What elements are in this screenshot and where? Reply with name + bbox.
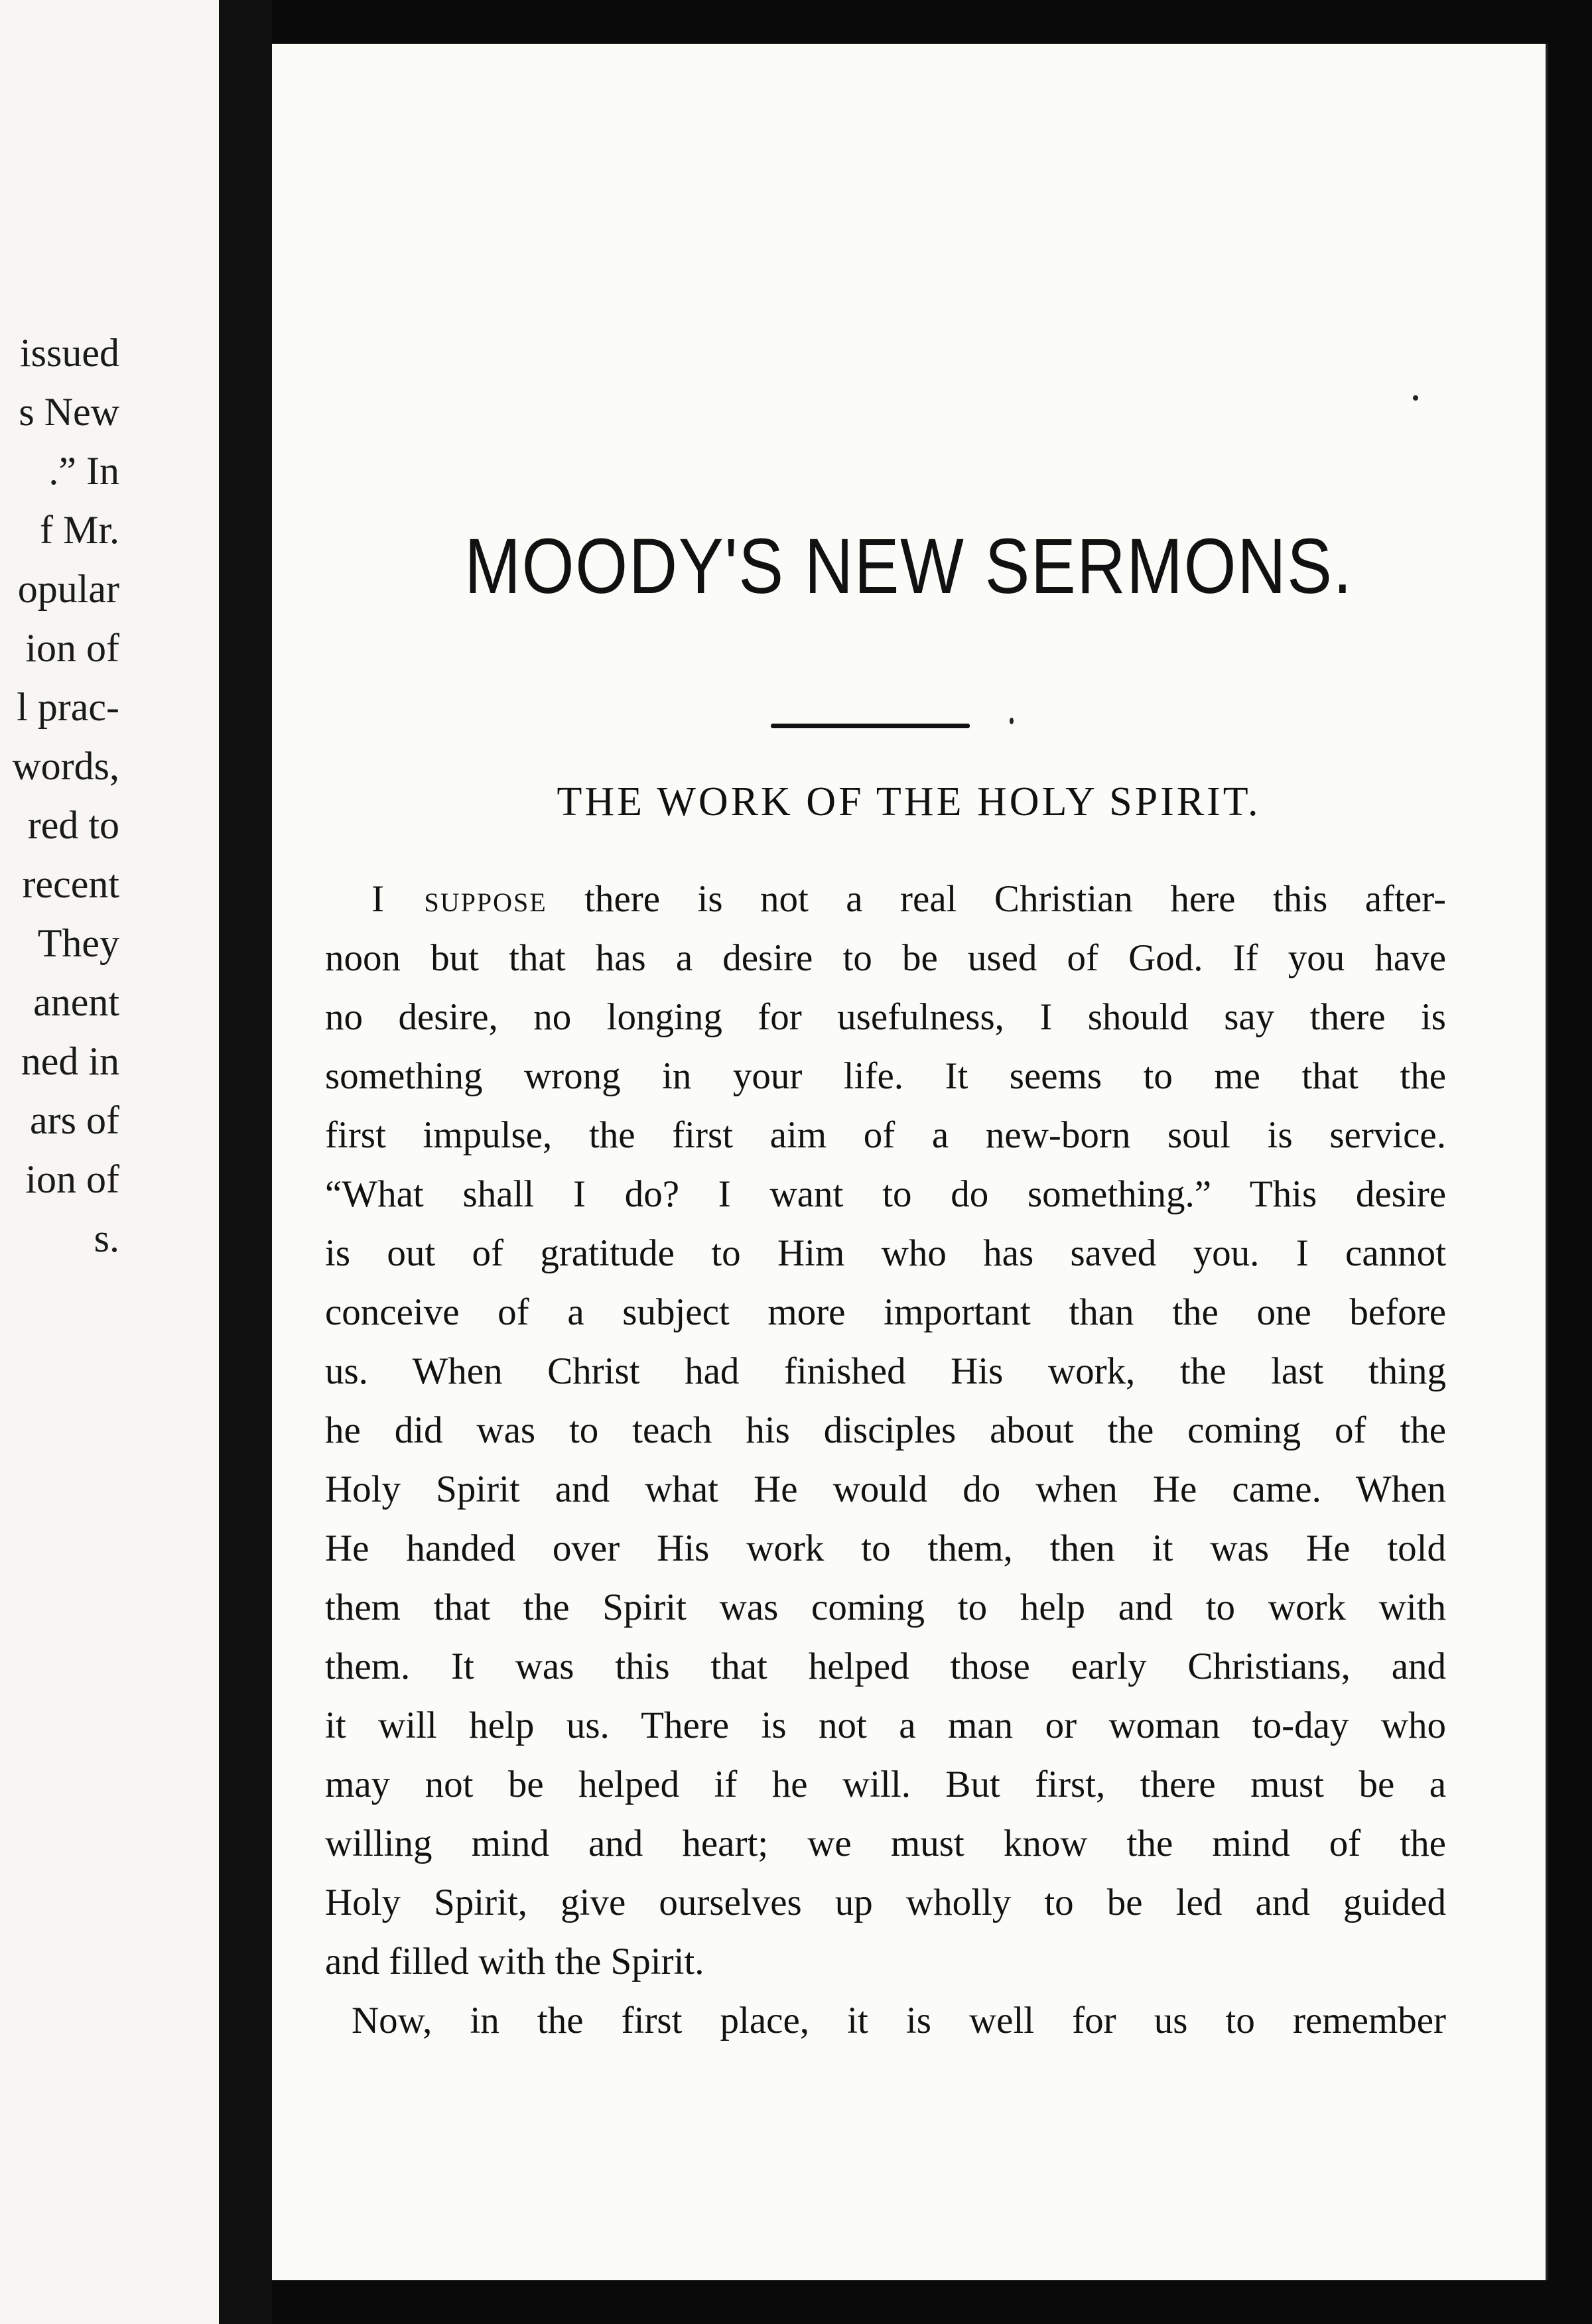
paragraph-line: no desire, no longing for usefulness, I should say there is (325, 996, 1446, 1038)
left-fragment-line: issued (20, 331, 119, 375)
left-fragment-line: f Mr. (40, 508, 119, 552)
page-title: MOODY'S NEW SERMONS. (464, 523, 1353, 610)
paragraph-line: Holy Spirit, give ourselves up wholly to be led and guided (325, 1882, 1446, 1923)
left-fragment-line: s. (94, 1216, 119, 1260)
left-fragment-line: They (37, 921, 119, 965)
left-fragment-line: opular (17, 567, 119, 611)
left-page-text-fragments (0, 324, 119, 1268)
left-fragment-line: ion of (25, 1157, 119, 1201)
scan-speck (1010, 718, 1014, 724)
paragraph-line: something wrong in your life. It seems to me that the (325, 1055, 1446, 1097)
paragraph-line: willing mind and heart; we must know the mind of the (325, 1823, 1446, 1864)
paragraph-line: he did was to teach his disciples about the coming of the (325, 1409, 1446, 1451)
paragraph-line: He handed over His work to them, then it was He told (325, 1527, 1446, 1569)
main-page (272, 44, 1548, 2280)
scan-speck (1413, 395, 1418, 401)
paragraph-line: conceive of a subject more important than the one before (325, 1291, 1446, 1333)
paragraph-line: them that the Spirit was coming to help and to work with (325, 1586, 1446, 1628)
left-facing-page (0, 0, 219, 2324)
left-fragment-line: ned in (21, 1039, 119, 1083)
left-fragment-line: s New (19, 390, 119, 434)
paragraph-last-line: and filled with the Spirit. (325, 1941, 704, 1982)
paragraph-line: is out of gratitude to Him who has saved you. I cannot (325, 1232, 1446, 1274)
first-line-rest: there is not a real Christian here this after- (547, 878, 1446, 920)
left-fragment-line: ion of (25, 626, 119, 670)
paragraph-line: noon but that has a desire to be used of God. If you have (325, 937, 1446, 979)
left-fragment-line: .” In (48, 449, 119, 493)
paragraph-line: Now, in the first place, it is well for us to remember (352, 2000, 1446, 2041)
paragraph-1 (325, 870, 1446, 1991)
paragraph-line: “What shall I do? I want to do something.” This desire (325, 1173, 1446, 1215)
drop-lead-smallcaps: I suppose (371, 878, 547, 920)
paragraph-2 (325, 1991, 1446, 2050)
paragraph-line: us. When Christ had finished His work, the last thing (325, 1350, 1446, 1392)
sermon-body (325, 870, 1446, 2050)
book-gutter (219, 0, 272, 2324)
paragraph-line: them. It was this that helped those early Christians, and (325, 1646, 1446, 1687)
paragraph-line: it will help us. There is not a man or woman to-day who (325, 1705, 1446, 1746)
paragraph-line: may not be helped if he will. But first, there must be a (325, 1764, 1446, 1805)
sermon-subtitle: THE WORK OF THE HOLY SPIRIT. (557, 779, 1261, 824)
left-fragment-line: l prac- (17, 685, 119, 729)
paragraph-line: first impulse, the first aim of a new-born soul is service. (325, 1114, 1446, 1156)
left-fragment-line: recent (22, 862, 119, 906)
title-divider-rule (771, 724, 970, 728)
paragraph-line: Holy Spirit and what He would do when He came. When (325, 1468, 1446, 1510)
left-fragment-line: red to (27, 803, 119, 847)
left-fragment-line: anent (33, 980, 119, 1024)
paragraph-line (325, 870, 1446, 929)
left-fragment-line: words, (12, 744, 119, 788)
left-fragment-line: ars of (30, 1098, 119, 1142)
